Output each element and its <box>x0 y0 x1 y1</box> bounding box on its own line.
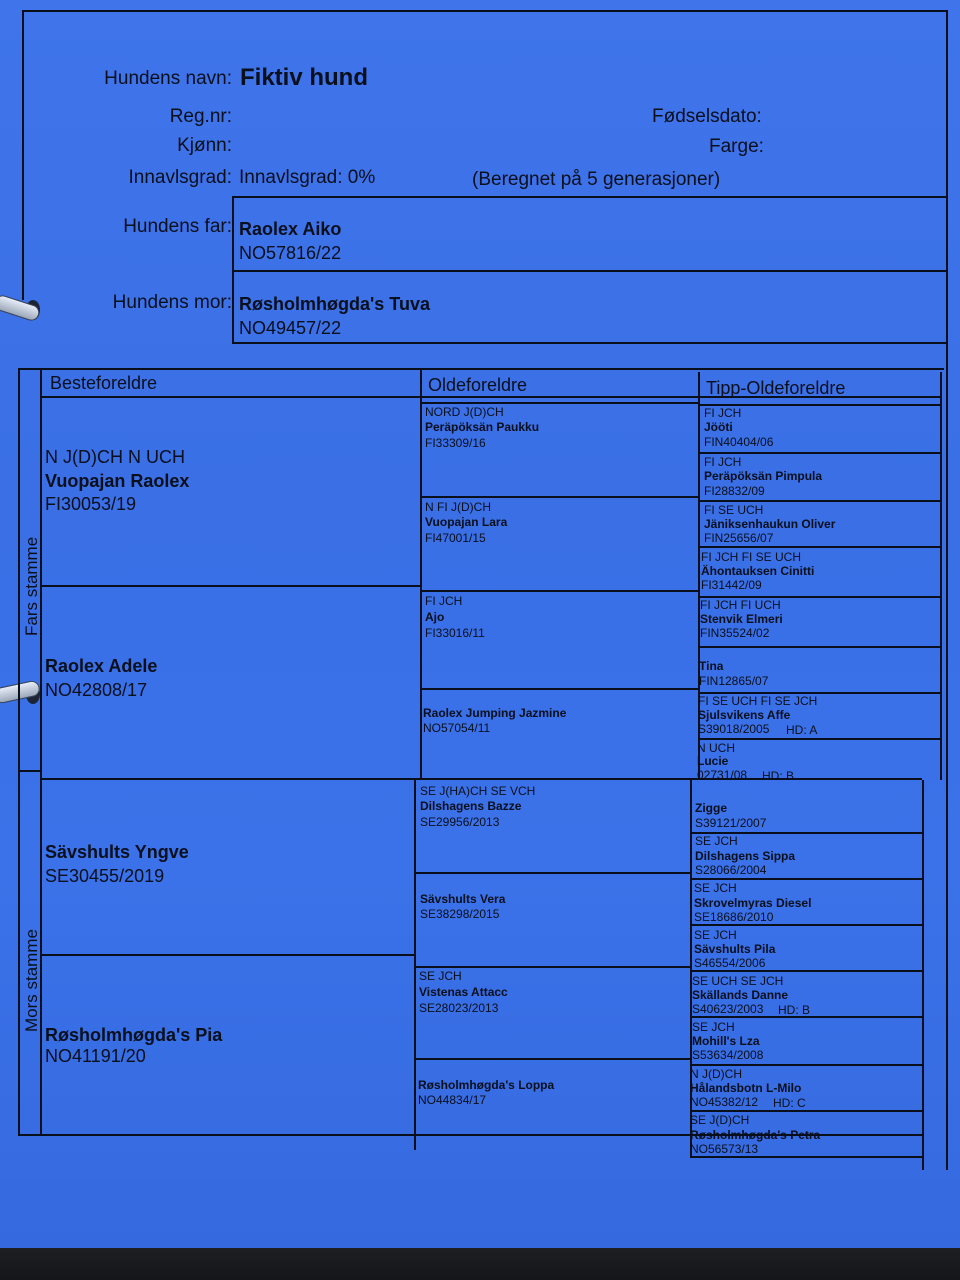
side-label-father: Fars stamme <box>22 536 41 636</box>
grandparent-4-name: Røsholmhøgda's Pia <box>45 1025 223 1045</box>
great-6-name: Sävshults Vera <box>420 892 506 906</box>
grandparent-2-reg: NO42808/17 <box>45 680 148 700</box>
gg-7-reg: S39018/2005 <box>698 722 770 736</box>
gg-1-name: Jööti <box>704 420 733 434</box>
grandparent-2-name: Raolex Adele <box>45 656 158 676</box>
gg-2-reg: FI28832/09 <box>704 484 765 498</box>
great-5-reg: SE29956/2013 <box>420 815 500 829</box>
gg-14-title: SE JCH <box>692 1020 735 1034</box>
gg-5-name: Stenvik Elmeri <box>700 612 783 626</box>
dog-name-label: Hundens navn: <box>104 68 232 89</box>
great-3-title: FI JCH <box>425 594 463 608</box>
great-4-name: Raolex Jumping Jazmine <box>423 706 567 720</box>
col-header-great: Oldeforeldre <box>428 375 528 395</box>
gg-15-hd: HD: C <box>773 1096 806 1110</box>
gg-14-reg: S53634/2008 <box>692 1048 764 1062</box>
gg-3-reg: FIN25656/07 <box>704 531 774 545</box>
mother-name: Røsholmhøgda's Tuva <box>239 294 430 314</box>
gg-1-reg: FIN40404/06 <box>704 435 774 449</box>
inbreeding-value: Innavlsgrad: 0% <box>239 167 376 188</box>
gg-16-reg: NO56573/13 <box>690 1142 759 1156</box>
gg-11-name: Skrovelmyras Diesel <box>694 896 812 910</box>
inbreeding-label: Innavlsgrad: <box>128 167 232 188</box>
gg-4-reg: FI31442/09 <box>701 578 762 592</box>
regnr-label: Reg.nr: <box>169 106 232 127</box>
gg-3-name: Jäniksenhaukun Oliver <box>704 517 836 531</box>
gg-2-title: FI JCH <box>704 455 742 469</box>
great-6-reg: SE38298/2015 <box>420 907 500 921</box>
gg-10-name: Dilshagens Sippa <box>695 849 796 863</box>
father-label: Hundens far: <box>123 216 232 237</box>
side-label-mother: Mors stamme <box>22 929 41 1032</box>
mother-label: Hundens mor: <box>112 292 232 313</box>
great-7-reg: SE28023/2013 <box>419 1001 499 1015</box>
great-3-name: Ajo <box>425 610 445 624</box>
col-header-greatgreat: Tipp-Oldeforeldre <box>706 378 846 398</box>
gg-16-name: Røsholmhøgda's Petra <box>690 1128 821 1142</box>
color-label: Farge: <box>709 136 764 157</box>
great-7-name: Vistenas Attacc <box>419 985 508 999</box>
gg-7-title: FI SE UCH FI SE JCH <box>698 694 818 708</box>
great-5-name: Dilshagens Bazze <box>420 799 522 813</box>
gg-14-name: Mohill's Lza <box>692 1034 760 1048</box>
sex-label: Kjønn: <box>177 135 232 156</box>
gg-4-name: Ähontauksen Cinitti <box>701 564 815 578</box>
great-5-title: SE J(HA)CH SE VCH <box>420 784 536 798</box>
gg-13-reg: S40623/2003 <box>692 1002 764 1016</box>
great-8-name: Røsholmhøgda's Loppa <box>418 1078 555 1092</box>
grandparent-4-reg: NO41191/20 <box>45 1046 146 1066</box>
father-reg: NO57816/22 <box>239 243 342 263</box>
great-1-reg: FI33309/16 <box>425 436 486 450</box>
great-2-name: Vuopajan Lara <box>425 515 508 529</box>
gg-9-name: Zigge <box>695 801 727 815</box>
gg-9-reg: S39121/2007 <box>695 816 767 830</box>
gg-16-title: SE J(D)CH <box>690 1113 750 1127</box>
dog-name-value: Fiktiv hund <box>240 64 368 91</box>
grandparent-1-title: N J(D)CH N UCH <box>45 447 185 467</box>
gg-10-reg: S28066/2004 <box>695 863 767 877</box>
gg-12-reg: S46554/2006 <box>694 956 766 970</box>
grandparent-1-name: Vuopajan Raolex <box>45 471 190 491</box>
gg-8-reg: 02731/08 <box>697 768 748 782</box>
gg-7-hd: HD: A <box>786 723 818 737</box>
gg-1-title: FI JCH <box>704 406 742 420</box>
gg-8-hd: HD: B <box>762 769 795 783</box>
great-7-title: SE JCH <box>419 969 462 983</box>
great-2-title: N FI J(D)CH <box>425 500 491 514</box>
gg-5-reg: FIN35524/02 <box>700 626 770 640</box>
gg-13-hd: HD: B <box>778 1003 811 1017</box>
gg-10-title: SE JCH <box>695 834 738 848</box>
gg-8-name: Lucie <box>697 754 729 768</box>
gg-4-title: FI JCH FI SE UCH <box>701 550 802 564</box>
gg-11-title: SE JCH <box>694 881 737 895</box>
gg-15-title: N J(D)CH <box>690 1067 742 1081</box>
col-header-grandparents: Besteforeldre <box>50 373 158 393</box>
grandparent-3-reg: SE30455/2019 <box>45 866 165 886</box>
gg-11-reg: SE18686/2010 <box>694 910 774 924</box>
gg-7-name: Sjulsvikens Affe <box>698 708 791 722</box>
gg-12-title: SE JCH <box>694 928 737 942</box>
gg-5-title: FI JCH FI UCH <box>700 598 781 612</box>
great-1-title: NORD J(D)CH <box>425 405 504 419</box>
mother-reg: NO49457/22 <box>239 318 342 338</box>
gg-13-title: SE UCH SE JCH <box>692 974 784 988</box>
great-8-reg: NO44834/17 <box>418 1093 487 1107</box>
grandparent-1-reg: FI30053/19 <box>45 494 137 514</box>
gg-6-reg: FIN12865/07 <box>699 674 769 688</box>
gg-2-name: Peräpöksän Pimpula <box>704 469 823 483</box>
great-1-name: Peräpöksän Paukku <box>425 420 540 434</box>
grandparent-3-name: Sävshults Yngve <box>45 842 189 862</box>
gg-8-title: N UCH <box>697 741 735 755</box>
gg-15-name: Hålandsbotn L-Milo <box>690 1081 802 1095</box>
great-3-reg: FI33016/11 <box>425 626 485 640</box>
gg-13-name: Skällands Danne <box>692 988 789 1002</box>
gg-3-title: FI SE UCH <box>704 503 764 517</box>
birthdate-label: Fødselsdato: <box>652 106 762 127</box>
gg-15-reg: NO45382/12 <box>690 1095 759 1109</box>
great-4-reg: NO57054/11 <box>423 721 491 735</box>
father-name: Raolex Aiko <box>239 219 342 239</box>
gg-6-name: Tina <box>699 659 724 673</box>
inbreeding-note: (Beregnet på 5 generasjoner) <box>472 169 721 190</box>
great-2-reg: FI47001/15 <box>425 531 486 545</box>
gg-12-name: Sävshults Pila <box>694 942 776 956</box>
